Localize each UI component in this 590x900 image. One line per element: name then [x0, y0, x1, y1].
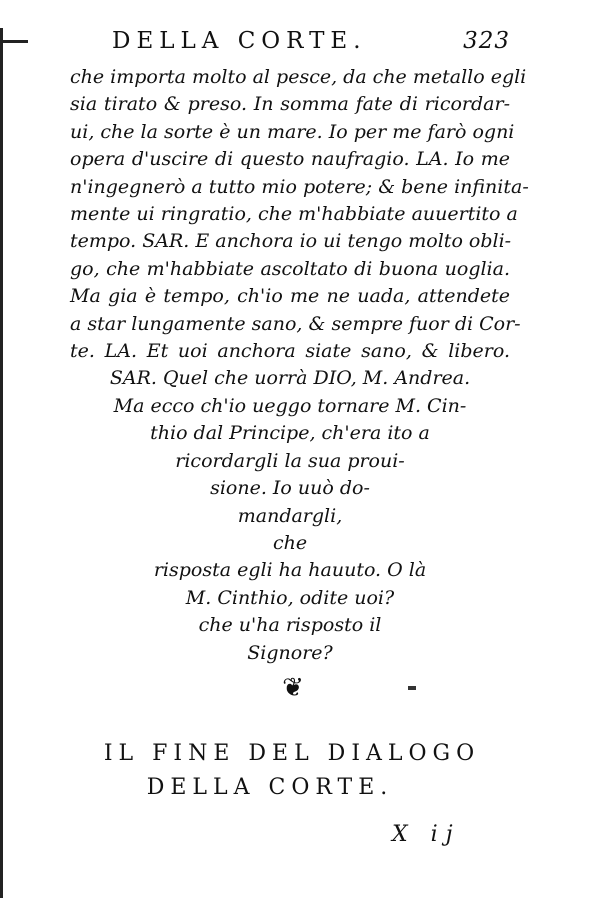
centered-line: che [272, 531, 308, 554]
text-line: go, che m'habbiate ascoltato di buona uoglia. [70, 257, 510, 280]
centered-line: thio dal Principe, ch'era ito a [150, 422, 430, 445]
finis-line-2: DELLA CORTE. [146, 774, 394, 800]
centered-line: sione. Io uuò do- [210, 477, 370, 500]
centered-line: Ma ecco ch'io ueggo tornare M. Cin- [113, 394, 467, 417]
dialogue-text [70, 64, 529, 667]
centered-line: M. Cinthio, odite uoi? [185, 586, 395, 609]
text-line: opera d'uscire di questo naufragio. LA. Io me [70, 148, 510, 171]
signature-mark: X ij [392, 822, 461, 847]
centered-line: ricordargli la sua proui- [175, 449, 405, 472]
fleuron-icon: ❦ [282, 672, 304, 703]
book-spine-edge [0, 28, 17, 898]
text-line: n'ingegnerò a tutto mio potere; & bene infinita- [70, 175, 529, 198]
running-title: DELLA CORTE. [112, 28, 367, 54]
page-content [70, 28, 529, 805]
text-line: tempo. SAR. E anchora io ui tengo molto obli- [70, 230, 512, 253]
text-line: ui, che la sorte è un mare. Io per me farò ogni [70, 120, 515, 143]
text-line: a star lungamente sano, & sempre fuor di Cor- [70, 312, 521, 335]
ink-mark [408, 686, 416, 690]
finis-line-1: IL FINE DEL DIALOGO [103, 740, 481, 766]
spine-mark [0, 40, 28, 43]
text-line: te. LA. Et uoi anchora siate sano, & libero. [70, 340, 510, 363]
centered-line: risposta egli ha hauuto. O là [153, 559, 427, 582]
centered-line: che u'ha risposto il [198, 614, 382, 637]
finis-heading [70, 737, 510, 805]
centered-line: mandargli, [237, 504, 343, 527]
centered-line: SAR. Quel che uorrà DIO, M. Andrea. [109, 367, 471, 390]
text-line: sia tirato & preso. In somma fate di ricordar- [70, 93, 510, 116]
centered-line: Signore? [247, 641, 333, 664]
text-line: mente ui ringratio, che m'habbiate auuertito a [70, 203, 518, 226]
text-line: che importa molto al pesce, da che metallo egli [70, 66, 527, 88]
running-header [70, 28, 510, 62]
page-number: 323 [463, 28, 510, 54]
text-line: Ma gia è tempo, ch'io me ne uada, attendete [70, 285, 510, 308]
